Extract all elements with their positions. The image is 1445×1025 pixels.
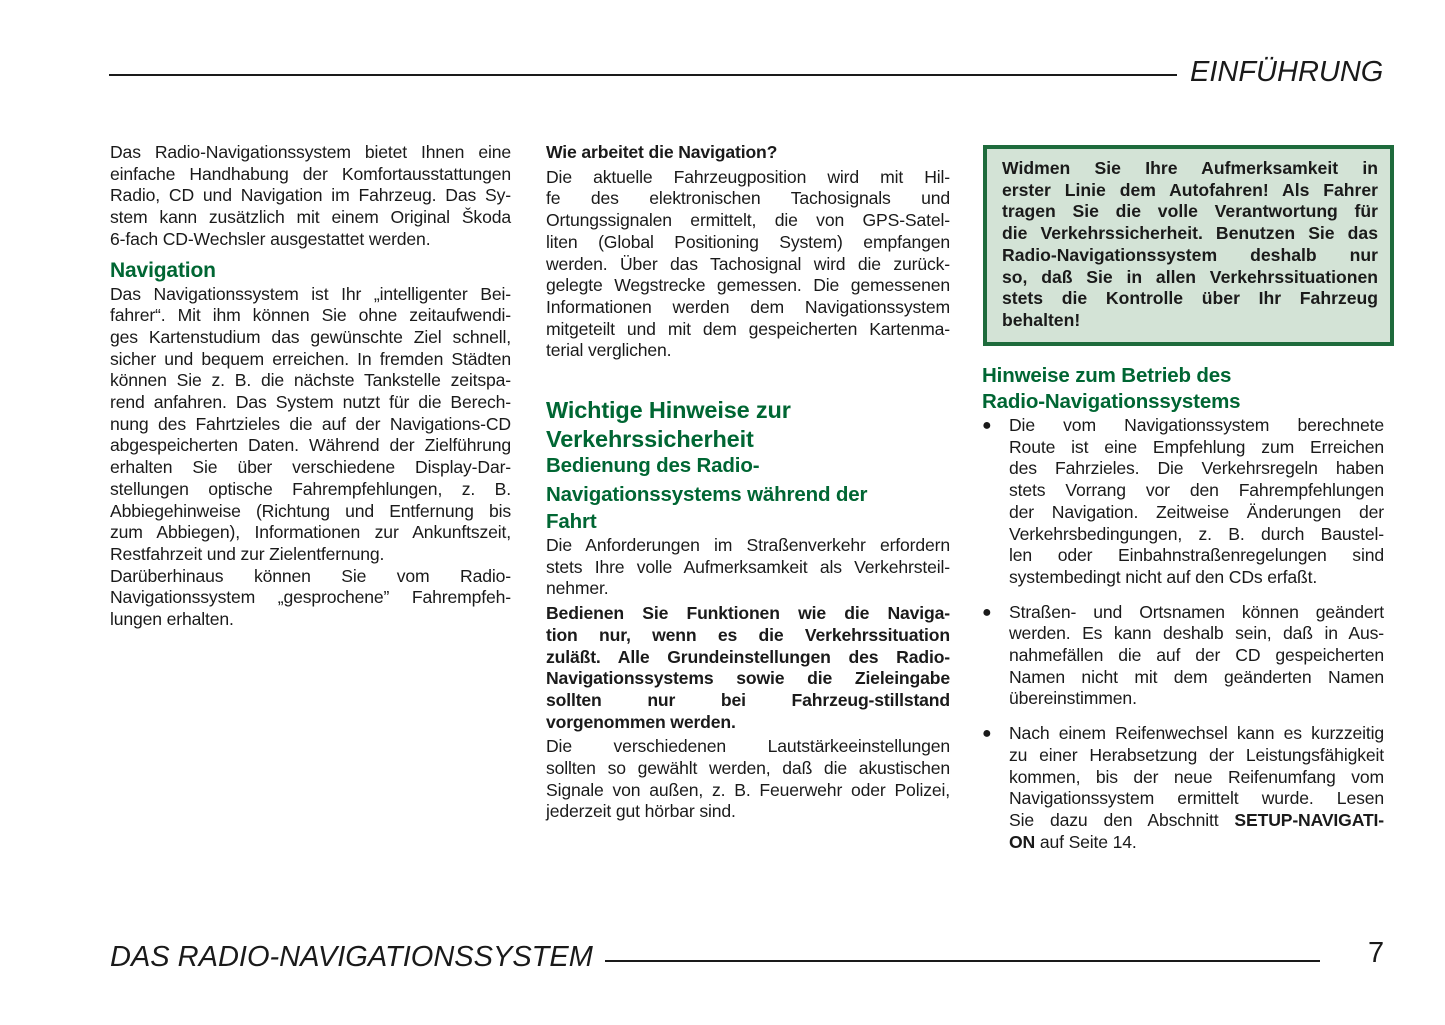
page-reference: auf Seite 14. (1035, 831, 1137, 852)
section-title: EINFÜHRUNG (1190, 56, 1384, 88)
text-line: behalten! (1002, 309, 1081, 330)
text-line: stem kann zusätzlich mit einem Original Škoda (110, 207, 511, 228)
text-line: nahmefällen die auf der CD gespeicherten (1009, 645, 1384, 666)
hints-heading-2: Radio-Navigationssystems (982, 390, 1241, 413)
answer-paragraph (546, 167, 950, 362)
text-line: Namen nicht mit dem geänderten Namen (1009, 666, 1384, 687)
intro-paragraph (110, 142, 511, 251)
text-line: Die aktuelle Fahrzeugposition wird mit Hil- (546, 166, 950, 187)
text-line: können Sie z. B. die nächste Tankstelle zeitspa- (110, 370, 511, 391)
text-line: zum Abbiegen), Informationen zur Ankunftszeit, (110, 522, 511, 543)
page-number: 7 (1368, 937, 1385, 969)
text-line: zuläßt. Alle Grundeinstellungen des Radio- (546, 646, 950, 667)
text-line: sicher und bequem erreichen. In fremden Städten (110, 348, 511, 369)
footer-rule (605, 960, 1320, 962)
text-line: Widmen Sie Ihre Aufmerksamkeit in (1002, 158, 1378, 178)
text-line: sollten so gewählt werden, daß die akustischen (546, 758, 950, 779)
setup-navigation-reference: SETUP-NAVIGATI- (1234, 809, 1384, 830)
text-line: mitgeteilt und mit dem gespeicherten Kartenma- (546, 318, 950, 339)
requirements-paragraph (546, 535, 950, 600)
text-line: tragen Sie die volle Verantwortung für (1002, 201, 1378, 222)
text-line: werden. Über das Tachosignal wird die zurück- (546, 253, 950, 274)
text-line: Die Anforderungen im Straßenverkehr erfordern (546, 535, 950, 556)
text-line: Die verschiedenen Lautstärkeeinstellungen (546, 736, 950, 757)
text-line: übereinstimmen. (1009, 688, 1137, 709)
text-line: gelegte Wegstrecke gemessen. Die gemessenen (546, 275, 950, 296)
text-line: Navigationssystem ermittelt wurde. Lesen (1009, 788, 1384, 809)
bullet-icon: ● (982, 603, 992, 621)
text-line: terial verglichen. (546, 340, 672, 361)
text-line: Das Radio-Navigationssystem bietet Ihnen eine (110, 142, 511, 162)
text-line: stets die Kontrolle über Ihr Fahrzeug (1002, 288, 1378, 309)
text-line: sollten nur bei Fahrzeug-stillstand (546, 689, 950, 710)
warning-text (1002, 158, 1378, 332)
text-line: Nach einem Reifenwechsel kann es kurzzeitig (1009, 723, 1384, 744)
column-1 (110, 142, 511, 631)
text-line: rend anfahren. Das System nutzt für die Berech- (110, 392, 511, 413)
text-line: liten (Global Positioning System) empfangen (546, 231, 950, 252)
text-line: so, daß Sie in allen Verkehrssituationen (1002, 266, 1378, 287)
text: Sie dazu den Abschnitt (1009, 809, 1235, 830)
navigation-heading: Navigation (110, 258, 216, 282)
bullet-text-line (1009, 832, 1384, 854)
text-line: jederzeit gut hörbar sind. (546, 801, 736, 822)
text-line: fahrer“. Mit ihm können Sie ohne zeitaufwendi- (110, 305, 511, 326)
chapter-title: DAS RADIO-NAVIGATIONSSYSTEM (110, 941, 593, 973)
text-line: ges Kartenstudium das gewünschte Ziel schnell, (110, 326, 511, 347)
question-heading: Wie arbeitet die Navigation? (546, 142, 778, 162)
text-line: Navigationssystems sowie die Zieleingabe (546, 668, 950, 689)
text-line: Das Navigationssystem ist Ihr „intelligenter Bei- (110, 283, 511, 304)
text-line: Signale von außen, z. B. Feuerwehr oder Polizei, (546, 779, 950, 800)
warning-box (983, 145, 1394, 346)
bullet-text (1009, 415, 1384, 589)
navigation-paragraph (110, 284, 511, 566)
text-line: stets Ihre volle Aufmerksamkeit als Verkehrsteil- (546, 556, 950, 577)
text-line: len oder Einbahnstraßenregelungen sind (1009, 545, 1384, 566)
text-line: Darüberhinaus können Sie vom Radio- (110, 565, 511, 586)
text-line: stellungen optische Fahrempfehlungen, z. B. (110, 478, 511, 499)
text-line: erhalten Sie über verschiedene Display-Dar- (110, 457, 511, 478)
operation-subheading-1: Bedienung des Radio- (546, 454, 760, 478)
text-line: vorgenommen werden. (546, 711, 736, 732)
text-line: stets Vorrang vor den Fahrempfehlungen (1009, 480, 1384, 501)
text-line: erster Linie dem Autofahren! Als Fahrer (1002, 179, 1378, 200)
bold-warning-paragraph (546, 603, 950, 733)
navigation-paragraph-2 (110, 566, 511, 631)
text-line: kommen, bis der neue Reifenumfang vom (1009, 766, 1384, 787)
bullet-text (1009, 723, 1384, 810)
bullet-text (1009, 602, 1384, 711)
text-line: lungen erhalten. (110, 609, 234, 630)
text-line: Abbiegehinweise (Richtung und Entfernung bis (110, 500, 511, 521)
text-line: Bedienen Sie Funktionen wie die Naviga- (546, 603, 950, 624)
text-line: nung des Fahrtzieles die auf der Navigations-CD (110, 413, 511, 434)
bullet-icon: ● (982, 417, 992, 434)
text-line: Informationen werden dem Navigationssystem (546, 296, 950, 317)
bullet-icon: ● (982, 725, 992, 743)
text-line: Navigationssystem „gesprochene” Fahrempfeh- (110, 587, 511, 608)
text-line: des Fahrzieles. Die Verkehrsregeln haben (1009, 458, 1384, 479)
operation-subheading-3: Fahrt (546, 510, 597, 534)
text-line: systembedingt nicht auf den CDs erfaßt. (1009, 566, 1318, 587)
hints-heading-1: Hinweise zum Betrieb des (982, 364, 1232, 387)
text-line: tion nur, wenn es die Verkehrssituation (546, 624, 950, 645)
header-rule (109, 74, 1177, 76)
text-line: Radio-Navigationssystem deshalb nur (1002, 244, 1378, 265)
safety-heading-1: Wichtige Hinweise zur (546, 397, 791, 424)
bullet-text-line (1009, 810, 1384, 832)
setup-navigation-reference-end: ON (1009, 831, 1036, 852)
text-line: Straßen- und Ortsnamen können geändert (1009, 601, 1384, 622)
text-line: nehmer. (546, 578, 609, 599)
text-line: werden. Es kann deshalb sein, daß in Aus- (1009, 623, 1384, 644)
text-line: Radio, CD und Navigation im Fahrzeug. Das Sy- (110, 185, 511, 206)
text-line: einfache Handhabung der Komfortausstattungen (110, 163, 511, 184)
volume-paragraph (546, 736, 950, 823)
text-line: der Navigation. Zeitweise Änderungen der (1009, 501, 1384, 522)
text-line: abgespeicherten Daten. Während der Zielführung (110, 435, 511, 456)
text-line: Verkehrsbedingungen, z. B. durch Baustel- (1009, 523, 1384, 544)
safety-heading-2: Verkehrssicherheit (546, 426, 754, 453)
text-line: fe des elektronischen Tachosignals und (546, 188, 950, 209)
bullet-item-2 (982, 602, 1384, 711)
text-line: 6-fach CD-Wechsler ausgestattet werden. (110, 228, 431, 249)
bullet-item-3 (982, 723, 1384, 853)
text-line: Route ist eine Empfehlung zum Erreichen (1009, 436, 1384, 457)
column-3 (982, 363, 1384, 853)
text-line: die Verkehrssicherheit. Benutzen Sie das (1002, 223, 1378, 244)
bullet-item-1 (982, 415, 1384, 589)
operation-subheading-2: Navigationssystems während der (546, 483, 868, 507)
column-2 (546, 142, 950, 823)
text-line: Die vom Navigationssystem berechnete (1009, 415, 1384, 435)
text-line: Ortungssignalen ermittelt, die von GPS-Satel- (546, 210, 950, 231)
text-line: zu einer Herabsetzung der Leistungsfähigkeit (1009, 744, 1384, 765)
text-line: Restfahrzeit und zur Zielentfernung. (110, 543, 385, 564)
